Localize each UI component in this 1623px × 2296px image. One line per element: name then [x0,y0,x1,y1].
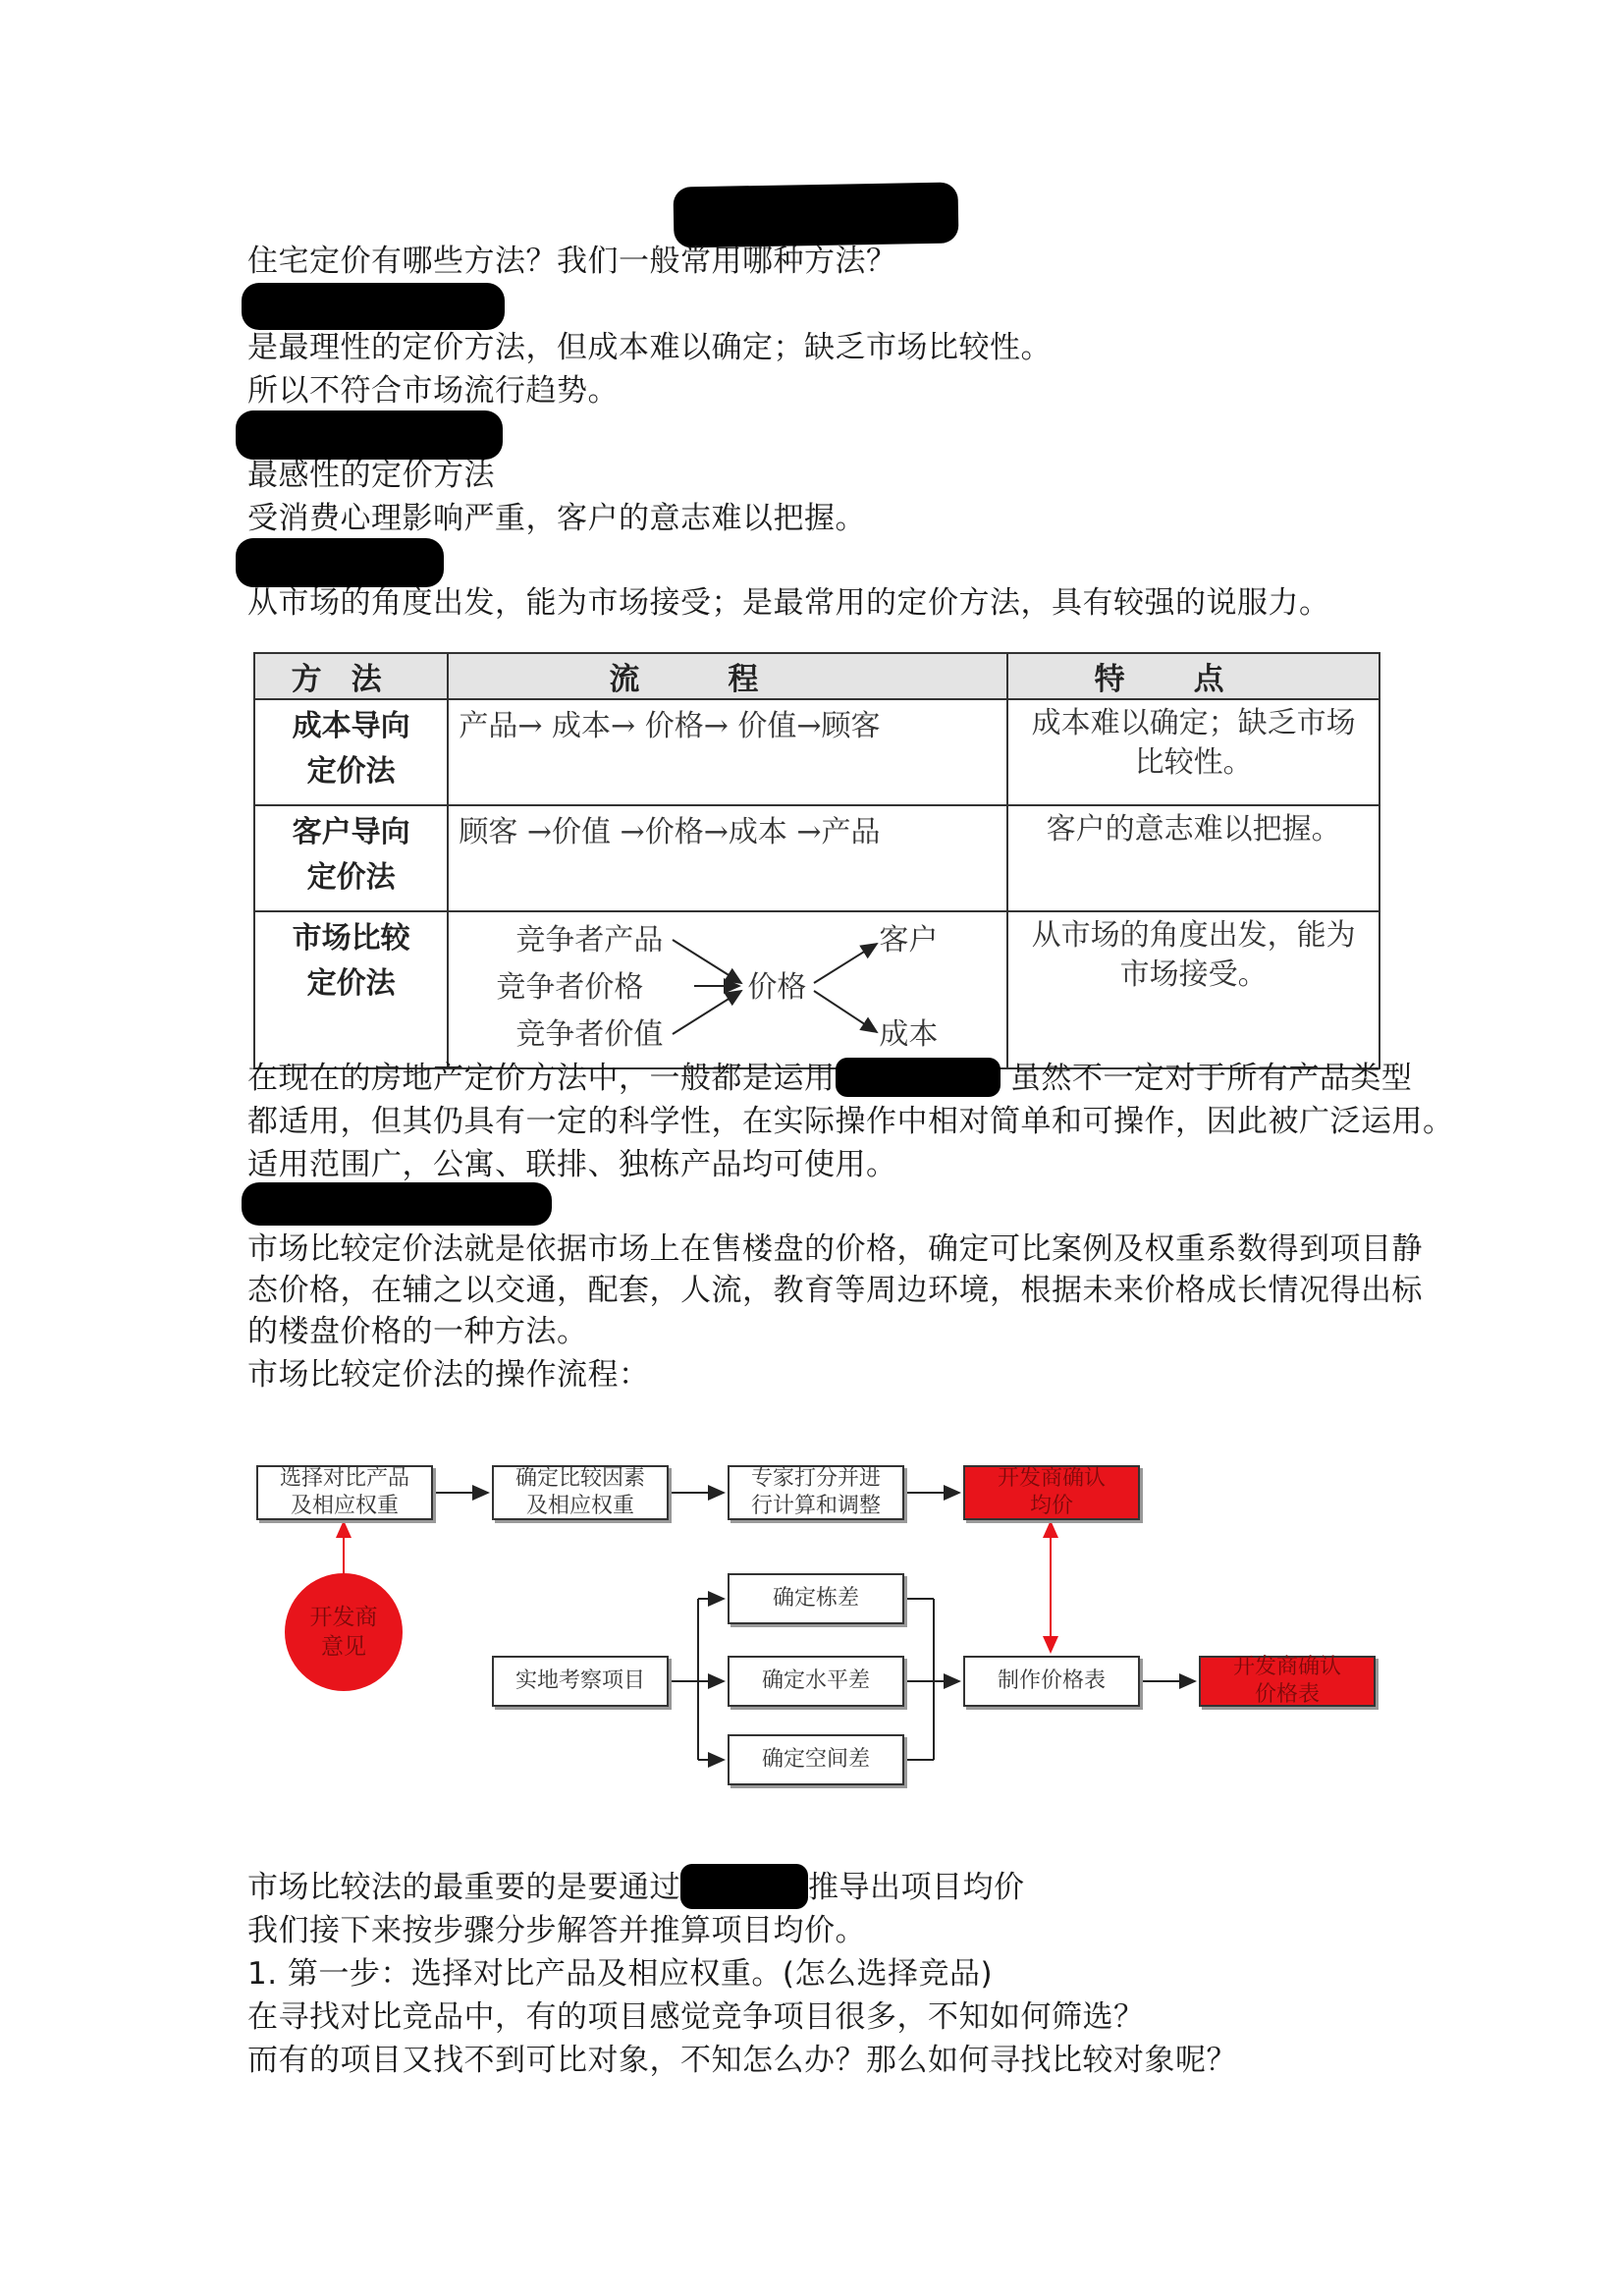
redacted-inline [680,1864,808,1909]
flow-box-site-survey: 实地考察项目 [492,1656,669,1707]
table-header-feature: 特点 [1007,653,1380,699]
paragraph-line [247,1868,1025,1909]
flow-box-building-diff: 确定栋差 [728,1573,904,1624]
method-suffix: 定价法 [306,754,396,789]
paragraph-line: 市场比较定价法就是依据市场上在售楼盘的价格，确定可比案例及权重系数得到项目静 [247,1231,1423,1267]
method-name: 客户导向 [292,815,410,849]
paragraph-text: 在现在的房地产定价方法中，一般都是运用 [247,1061,836,1096]
feature-text: 客户的意志难以把握。 [1046,812,1341,847]
flow-in-product: 竞争者产品 [515,923,664,957]
flow-in-price: 竞争者价格 [496,970,644,1005]
paragraph-line: 态价格，在辅之以交通，配套，人流，教育等周边环境，根据未来价格成长情况得出标 [247,1273,1423,1308]
flow-box-make-price-table: 制作价格表 [963,1656,1140,1707]
paragraph-line: 在寻找对比竞品中，有的项目感觉竞争项目很多，不知如何筛选？ [247,1999,1145,2035]
paragraph-line: 我们接下来按步骤分步解答并推算项目均价。 [247,1913,866,1948]
flow-cell: 顾客 →价值 →价格→成本 →产品 [448,805,1007,911]
table-header-method: 方法 [254,653,448,699]
table-header-flow: 流程 [448,653,1007,699]
feature-text: 从市场的角度出发，能为 [1031,918,1356,953]
feature-text: 成本难以确定；缺乏市场 [1031,706,1356,740]
flow-in-value: 竞争者价值 [515,1017,664,1052]
flow-circle-developer-opinion: 开发商 意见 [285,1573,403,1691]
customer-desc-2: 受消费心理影响严重，客户的意志难以把握。 [247,501,866,536]
paragraph-text: 市场比较法的最重要的是要通过 [247,1870,680,1905]
paragraph-text: 虽然不一定对于所有产品类型 [1009,1061,1413,1096]
feature-text: 比较性。 [1134,745,1253,780]
method-name: 市场比较 [292,921,410,956]
paragraph-line: 适用范围广，公寓、联排、独栋产品均可使用。 [247,1147,897,1182]
paragraph-line: 而有的项目又找不到可比对象，不知怎么办？那么如何寻找比较对象呢？ [247,2043,1237,2078]
flow-box-level-diff: 确定水平差 [728,1656,904,1707]
paragraph-line: 的楼盘价格的一种方法。 [247,1314,588,1349]
paragraph-line: 市场比较定价法的操作流程： [247,1357,650,1393]
feature-text: 市场接受。 [1119,957,1268,992]
flow-out-cost: 成本 [879,1017,939,1052]
paragraph-line: 都适用，但其仍具有一定的科学性，在实际操作中相对简单和可操作，因此被广泛运用。 [247,1104,1454,1139]
intro-question: 住宅定价有哪些方法？我们一般常用哪种方法？ [247,244,897,279]
flow-box-select-products: 选择对比产品 及相应权重 [256,1465,433,1520]
flow-cell: 产品→ 成本→ 价格→ 价值→顾客 [448,699,1007,805]
flow-box-compare-factors: 确定比较因素 及相应权重 [492,1465,669,1520]
flow-box-space-diff: 确定空间差 [728,1734,904,1785]
flow-box-confirm-average: 开发商确认 均价 [963,1465,1140,1520]
step-one-heading: 1. 第一步：选择对比产品及相应权重。(怎么选择竞品) [247,1956,994,1992]
method-suffix: 定价法 [306,860,396,895]
flow-out-customer: 客户 [879,923,939,957]
flow-box-confirm-price-table: 开发商确认 价格表 [1199,1656,1376,1707]
method-suffix: 定价法 [306,966,396,1001]
market-desc-1: 从市场的角度出发，能为市场接受；是最常用的定价方法，具有较强的说服力。 [247,585,1330,621]
flow-center-price: 价格 [747,970,807,1005]
method-name: 成本导向 [292,709,410,743]
cost-desc-2: 所以不符合市场流行趋势。 [247,373,619,409]
cost-desc-1: 是最理性的定价方法，但成本难以确定；缺乏市场比较性。 [247,330,1052,365]
customer-desc-1: 最感性的定价方法 [247,458,495,493]
flow-box-expert-scoring: 专家打分并进 行计算和调整 [728,1465,904,1520]
paragraph-text: 推导出项目均价 [808,1870,1025,1905]
